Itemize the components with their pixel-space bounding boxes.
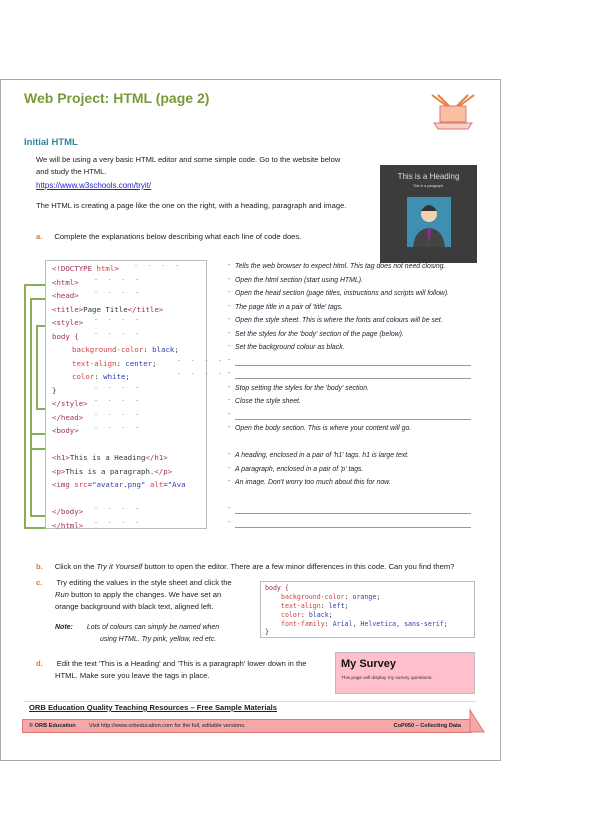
explanation-text: An image. Don't worry too much about this for now. [235, 479, 391, 486]
row-dash: - [228, 302, 231, 310]
row-leader-dots: - - - - [95, 276, 138, 283]
row-dash: - [228, 410, 231, 418]
task-b: b. Click on the Try it Yourself button to open the editor. There are a few minor differences in this code. Can you find them? [36, 562, 455, 571]
row-dash: - [228, 383, 231, 391]
row-leader-dots: - - - - [135, 263, 178, 269]
explanation-text: Open the head section (page titles, instructions and scripts will follow). [235, 290, 450, 297]
explanation-text: Open the html section (start using HTML). [235, 276, 363, 284]
row-leader-dots: - - - - [95, 317, 138, 323]
page-title: Web Project: HTML (page 2) [24, 90, 210, 106]
row-leader-dots: - - - - [95, 425, 138, 431]
row-leader-dots: - - - - [95, 384, 138, 391]
row-dash: - [228, 370, 231, 377]
row-dash: - [228, 289, 231, 296]
row-dash: - [228, 424, 231, 431]
row-dash: - [228, 451, 231, 458]
explanation-text: Open the body section. This is where your content will go. [235, 425, 412, 432]
row-leader-dots: - - - - [95, 411, 138, 418]
banner-arrow-icon [468, 710, 486, 734]
row-dash: - [228, 518, 231, 526]
row-dash: - [228, 275, 231, 283]
footer-title: ORB Education Quality Teaching Resources – Free Sample Materials [29, 703, 277, 712]
row-leader-dots: - - - - [178, 357, 221, 364]
row-dash: - [228, 464, 231, 472]
section-heading: Initial HTML [24, 137, 78, 148]
explanation-text: Stop setting the styles for the 'body' section. [235, 384, 370, 392]
footer-divider [24, 701, 476, 702]
preview-screenshot [380, 165, 477, 263]
footer-visit: Visit http://www.orbeducation.com for the full, editable versions. [89, 723, 246, 729]
row-dash: - [228, 397, 231, 404]
preview-heading: This is a Heading [397, 172, 460, 181]
explanation-text: Set the background colour as black. [235, 344, 345, 351]
survey-heading: My Survey [341, 658, 397, 670]
laptop-logo-icon [430, 93, 476, 131]
survey-preview [335, 652, 475, 694]
css-example: body { background-color: orange; text-align: left; color: black; font-family: Arial, Helvetica, sans-serif; } [260, 581, 475, 638]
row-dash: - [228, 329, 231, 337]
footer-banner [22, 719, 472, 733]
explanation-text: A paragraph, enclosed in a pair of 'p' tags. [235, 465, 364, 473]
answer-line[interactable] [235, 419, 471, 420]
task-c: c. Try editing the values in the style sheet and click the Run button to apply the changes. We have set an orange background with black text, aligned left. Note: Lots of colours can simply be named when using HTML. Try pink, yellow, red etc. [36, 578, 232, 643]
answer-line[interactable] [235, 527, 471, 528]
preview-paragraph: This is a paragraph. [413, 184, 444, 188]
row-leader-dots: - - - - [95, 330, 138, 337]
task-d: d. Edit the text 'This is a Heading' and 'This is a paragraph' lower down in the HTML. Make sure you leave the tags in place. [36, 659, 307, 680]
footer-copyright: © ORB Education [29, 723, 76, 729]
body-bracket [30, 433, 46, 517]
answer-line[interactable] [235, 513, 471, 514]
explanation-text: Open the style sheet. This is where the fonts and colours will be set. [235, 317, 443, 324]
row-leader-dots: - - - - [95, 506, 138, 512]
task-a: a. Complete the explanations below describing what each line of code does. [36, 232, 302, 241]
w3schools-link[interactable]: https://www.w3schools.com/tryit/ [36, 181, 152, 190]
row-dash: - [228, 356, 231, 364]
explanation-text: The page title in a pair of 'title' tags. [235, 303, 343, 311]
explanation-text: Set the styles for the 'body' section of the page (below). [235, 330, 404, 338]
row-leader-dots: - - - - [178, 371, 221, 377]
explanation-text: Tells the web browser to expect html. This tag does not need closing. [235, 263, 446, 270]
avatar-icon [407, 197, 451, 247]
row-dash: - [228, 262, 231, 269]
intro-text: We will be using a very basic HTML editor and some simple code. Go to the website below and study the HTML. [36, 155, 341, 176]
row-leader-dots: - - - - [95, 519, 138, 526]
code-listing: <!DOCTYPE html> <html> <head> <title>Page Title</title> <style> body { background-color: black; text-align: center; color: white; } </style> </head> <body> <h1>This is a Heading</h1> <p>This is a paragraph.</p> <img src="avatar.png" alt="Ava </body> </html> [45, 260, 207, 529]
intro-text-2: The HTML is creating a page like the one on the right, with a heading, paragraph and image. [36, 201, 347, 210]
row-dash: - [228, 505, 231, 512]
survey-text: This page will display my survey questions. [341, 676, 433, 681]
explanation-text: A heading, enclosed in a pair of 'h1' tags. h1 is large text. [235, 452, 409, 459]
row-leader-dots: - - - - [95, 290, 138, 296]
answer-line[interactable] [235, 365, 471, 366]
explanation-text: Close the style sheet. [235, 398, 301, 405]
answer-line[interactable] [235, 378, 471, 379]
footer-code: CoP050 – Collecting Data [393, 723, 461, 729]
row-dash: - [228, 316, 231, 323]
row-dash: - [228, 478, 231, 485]
row-dash: - [228, 343, 231, 350]
row-leader-dots: - - - - [95, 398, 138, 404]
